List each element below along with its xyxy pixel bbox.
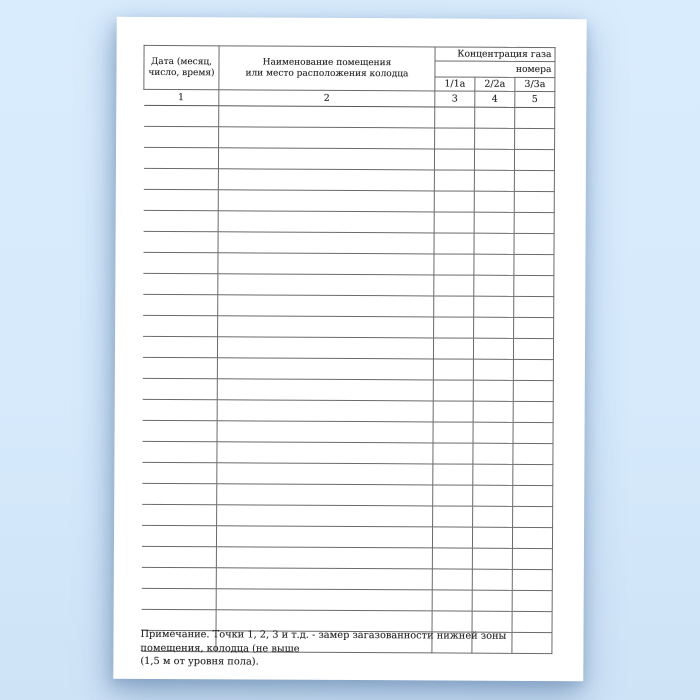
table-cell xyxy=(216,568,432,590)
table-cell xyxy=(472,527,512,548)
table-cell xyxy=(513,338,553,359)
table-cell xyxy=(434,296,474,317)
table-cell xyxy=(434,191,474,212)
table-cell xyxy=(142,399,217,420)
table-cell xyxy=(217,358,433,380)
table-cell xyxy=(514,191,554,212)
table-cell xyxy=(433,464,473,485)
table-cell xyxy=(474,296,514,317)
table-cell xyxy=(514,212,554,233)
table-cell xyxy=(433,359,473,380)
table-row xyxy=(144,105,555,128)
footnote xyxy=(140,628,564,671)
table-cell xyxy=(142,441,217,462)
gas-log-table xyxy=(140,45,555,654)
table-cell xyxy=(513,506,553,527)
header-subcol-3: 3/3а xyxy=(515,77,555,91)
table-cell xyxy=(433,401,473,422)
table-cell xyxy=(473,464,513,485)
table-row xyxy=(144,126,555,149)
table-cell xyxy=(515,128,555,149)
table-cell xyxy=(433,422,473,443)
table-cell xyxy=(217,400,433,422)
header-name-cell xyxy=(219,46,435,91)
table-cell xyxy=(217,463,433,485)
table-cell xyxy=(515,107,555,128)
header-numbers-label-cell: номера xyxy=(435,61,555,78)
table-cell xyxy=(434,233,474,254)
table-cell xyxy=(432,569,472,590)
header-name-line2: или место расположения колодца xyxy=(245,67,409,79)
table-cell xyxy=(514,254,554,275)
table-cell xyxy=(433,380,473,401)
table-cell xyxy=(514,296,554,317)
table-cell xyxy=(142,336,217,357)
table-cell xyxy=(513,359,553,380)
table-row xyxy=(141,588,552,611)
table-cell xyxy=(514,149,554,170)
table-cell xyxy=(434,254,474,275)
table-cell xyxy=(219,127,435,149)
table-cell xyxy=(216,526,432,548)
table-cell xyxy=(434,149,474,170)
table-cell xyxy=(218,190,434,212)
table-cell xyxy=(432,527,472,548)
table-cell xyxy=(434,170,474,191)
header-date-cell xyxy=(144,45,219,89)
table-cell xyxy=(143,231,218,252)
table-cell xyxy=(143,189,218,210)
table-row xyxy=(142,357,553,380)
header-name-line1: Наименование помещения xyxy=(262,57,392,68)
table-cell xyxy=(513,380,553,401)
table-cell xyxy=(142,378,217,399)
table-cell xyxy=(513,443,553,464)
table-cell xyxy=(512,590,552,611)
column-number-3: 3 xyxy=(435,91,475,107)
table-cell xyxy=(513,485,553,506)
table-cell xyxy=(435,107,475,128)
table-cell xyxy=(142,420,217,441)
table-cell xyxy=(433,443,473,464)
table-row xyxy=(142,399,553,422)
table-cell xyxy=(433,338,473,359)
table-cell xyxy=(144,126,219,147)
table-cell xyxy=(141,525,216,546)
table-cell xyxy=(474,233,514,254)
table-cell xyxy=(474,170,514,191)
table-row xyxy=(142,462,553,485)
table-header xyxy=(144,45,555,107)
table-cell xyxy=(143,294,218,315)
table-row xyxy=(142,441,553,464)
table-cell xyxy=(512,548,552,569)
table-cell xyxy=(473,422,513,443)
table-cell xyxy=(473,506,513,527)
table-cell xyxy=(217,484,433,506)
table-cell xyxy=(217,337,433,359)
table-cell xyxy=(514,170,554,191)
table-cell xyxy=(143,168,218,189)
paper-sheet xyxy=(113,17,586,681)
table-cell xyxy=(472,569,512,590)
table-row xyxy=(142,483,553,506)
table-row xyxy=(143,231,554,254)
table-cell xyxy=(432,548,472,569)
table-cell xyxy=(474,191,514,212)
table-cell xyxy=(473,380,513,401)
header-gas-group-cell: Концентрация газа xyxy=(435,47,555,62)
table-cell xyxy=(514,317,554,338)
table-row xyxy=(142,336,553,359)
table-row xyxy=(143,294,554,317)
column-number-4: 4 xyxy=(475,91,515,107)
table-row xyxy=(143,315,554,338)
table-cell xyxy=(473,443,513,464)
table-cell xyxy=(472,590,512,611)
table-cell xyxy=(141,588,216,609)
table-cell xyxy=(218,253,434,275)
header-subcol-1: 1/1а xyxy=(435,77,475,91)
table-row xyxy=(143,189,554,212)
table-cell xyxy=(473,338,513,359)
table-cell xyxy=(218,211,434,233)
table-cell xyxy=(142,462,217,483)
column-number-5: 5 xyxy=(515,91,555,107)
table-cell xyxy=(513,422,553,443)
table-cell xyxy=(216,547,432,569)
table-cell xyxy=(434,212,474,233)
table-cell xyxy=(432,590,472,611)
table-cell xyxy=(435,128,475,149)
table-cell xyxy=(218,148,434,170)
table-cell xyxy=(434,317,474,338)
table-cell xyxy=(143,273,218,294)
table-cell xyxy=(433,485,473,506)
column-number-2: 2 xyxy=(219,90,435,107)
table-cell xyxy=(512,569,552,590)
table-cell xyxy=(513,401,553,422)
table-row xyxy=(142,378,553,401)
table-cell xyxy=(514,275,554,296)
table-row xyxy=(142,504,553,527)
table-cell xyxy=(216,589,432,611)
table-cell xyxy=(142,483,217,504)
table-cell xyxy=(473,485,513,506)
table-cell xyxy=(514,233,554,254)
table-cell xyxy=(219,106,435,128)
table-cell xyxy=(218,169,434,191)
table-cell xyxy=(143,315,218,336)
table-cell xyxy=(217,379,433,401)
table-cell xyxy=(474,212,514,233)
table-cell xyxy=(475,107,515,128)
table-cell xyxy=(144,105,219,126)
table-row xyxy=(143,210,554,233)
table-cell xyxy=(472,548,512,569)
table-cell xyxy=(143,210,218,231)
table-cell xyxy=(218,316,434,338)
table-row xyxy=(141,546,552,569)
table-cell xyxy=(143,147,218,168)
table-cell xyxy=(473,401,513,422)
table-row xyxy=(141,567,552,590)
column-number-1: 1 xyxy=(144,89,219,105)
table-cell xyxy=(434,275,474,296)
table-cell xyxy=(217,505,433,527)
table-cell xyxy=(217,442,433,464)
table-row xyxy=(143,252,554,275)
table-cell xyxy=(513,464,553,485)
table-cell xyxy=(218,274,434,296)
header-date-line2: число, время) xyxy=(148,67,215,78)
table-cell xyxy=(142,357,217,378)
table-cell xyxy=(474,275,514,296)
table-cell xyxy=(473,359,513,380)
table-row xyxy=(143,273,554,296)
table-row xyxy=(142,420,553,443)
table-body xyxy=(141,105,555,653)
table-cell xyxy=(474,254,514,275)
table-cell xyxy=(141,546,216,567)
footnote-line-2: (1,5 м от уровня пола). xyxy=(140,655,259,668)
table-cell xyxy=(512,527,552,548)
table-cell xyxy=(217,421,433,443)
table-cell xyxy=(142,504,217,525)
table-cell xyxy=(141,567,216,588)
footnote-line-1: Примечание. Точки 1, 2, 3 и т.д. - замер загазованности нижней зоны помещения, колодца (не выше xyxy=(140,628,507,655)
header-date-line1: Дата (месяц, xyxy=(150,56,213,67)
table-row xyxy=(143,147,554,170)
table-cell xyxy=(218,232,434,254)
table-cell xyxy=(143,252,218,273)
table-cell xyxy=(475,128,515,149)
table-row xyxy=(141,525,552,548)
table-cell xyxy=(474,149,514,170)
header-subcol-2: 2/2а xyxy=(475,77,515,91)
table-row xyxy=(143,168,554,191)
table-cell xyxy=(433,506,473,527)
table-cell xyxy=(474,317,514,338)
table-cell xyxy=(218,295,434,317)
